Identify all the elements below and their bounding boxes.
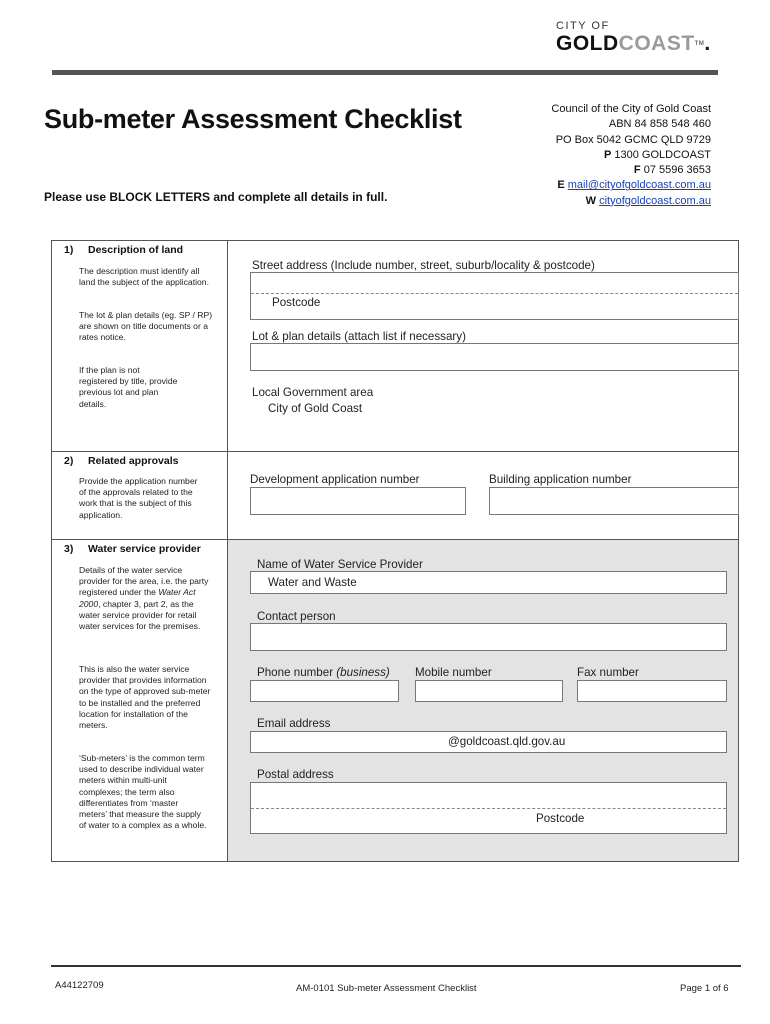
document-id: A44122709 — [55, 980, 104, 991]
phone-business-field[interactable] — [250, 680, 399, 702]
section-1-note-3: If the plan is not registered by title, provide previous lot and plan details. — [79, 365, 178, 409]
logo-coast-text: COAST — [618, 32, 695, 55]
section-1-note-2: The lot & plan details (eg. SP / RP) are shown on title documents or a rates notice. — [79, 310, 213, 343]
checklist-form — [51, 240, 739, 862]
section-3-note-2: This is also the water service provider that provides information on the type of approved sub-meter to be installed and the preferred location for installation of the meters. — [79, 664, 211, 731]
email-address-field[interactable] — [250, 731, 727, 753]
council-email: E mail@cityofgoldcoast.com.au — [557, 179, 711, 192]
council-fax: F 07 5596 3653 — [633, 164, 711, 177]
lot-plan-field[interactable] — [250, 343, 739, 371]
council-email-link[interactable]: mail@cityofgoldcoast.com.au — [567, 179, 711, 192]
instruction-text: Please use BLOCK LETTERS and complete all details in full. — [44, 190, 388, 204]
lot-plan-label: Lot & plan details (attach list if necessary) — [252, 330, 466, 343]
logo-dot: . — [704, 32, 711, 55]
section-2-heading: 2) Related approvals — [64, 455, 179, 467]
building-application-label: Building application number — [489, 473, 632, 486]
header-rule — [52, 70, 718, 75]
postal-address-field[interactable] — [250, 782, 727, 834]
council-web-link[interactable]: cityofgoldcoast.com.au — [599, 194, 711, 207]
mobile-number-field[interactable] — [415, 680, 563, 702]
section-description-of-land — [52, 241, 738, 452]
fax-number-label: Fax number — [577, 666, 639, 679]
development-application-label: Development application number — [250, 473, 420, 486]
page-number: Page 1 of 6 — [680, 983, 729, 994]
local-government-area-label: Local Government area — [252, 386, 374, 399]
street-address-label: Street address (Include number, street, suburb/locality & postcode) — [252, 259, 595, 272]
council-contact-block — [551, 102, 711, 209]
contact-person-field[interactable] — [250, 623, 727, 651]
section-3-note-1: Details of the water service provider for the area, i.e. the party registered under the Water Act 2000, chapter 3, part 2, as the water service provider for retail water services for the premises. — [79, 565, 209, 632]
water-provider-value: Water and Waste — [268, 576, 357, 589]
logo-gold-text: GOLD — [556, 32, 619, 55]
council-phone: P 1300 GOLDCOAST — [604, 148, 711, 161]
logo-tm-mark: TM — [694, 41, 705, 47]
section-3-heading: 3) Water service provider — [64, 543, 201, 555]
section-1-heading: 1) Description of land — [64, 244, 184, 256]
postcode-label: Postcode — [272, 296, 321, 309]
form-name: AM-0101 Sub-meter Assessment Checklist — [296, 983, 477, 994]
section-1-note-1: The description must identify all land the subject of the application. — [79, 266, 209, 288]
logo-wordmark — [556, 33, 716, 55]
city-of-gold-coast-logo — [556, 20, 716, 64]
building-application-field[interactable] — [489, 487, 739, 515]
postal-address-label: Postal address — [257, 768, 334, 781]
section-3-note-3: ‘Sub-meters’ is the common term used to describe individual water meters within multi-unit complexes; the term also differentiates from ‘master meters’ that measure the supply of water to a complex as a whole. — [79, 753, 207, 831]
street-address-field[interactable] — [250, 272, 739, 320]
council-name: Council of the City of Gold Coast — [551, 103, 711, 115]
council-po-box: PO Box 5042 GCMC QLD 9729 — [555, 133, 711, 146]
local-government-area-value: City of Gold Coast — [268, 402, 363, 415]
email-address-label: Email address — [257, 717, 331, 730]
mobile-number-label: Mobile number — [415, 666, 492, 679]
development-application-field[interactable] — [250, 487, 466, 515]
section-2-note: Provide the application number of the approvals related to the work that is the subject of this application. — [79, 476, 198, 520]
section-water-service-provider — [52, 540, 738, 861]
footer-rule — [51, 965, 741, 967]
email-domain-value: @goldcoast.qld.gov.au — [448, 735, 566, 748]
fax-number-field[interactable] — [577, 680, 727, 702]
phone-business-label: Phone number (business) — [257, 666, 390, 679]
page-title: Sub-meter Assessment Checklist — [44, 104, 462, 134]
council-web: W cityofgoldcoast.com.au — [585, 194, 711, 207]
postal-postcode-label: Postcode — [536, 812, 585, 825]
water-provider-label: Name of Water Service Provider — [257, 558, 423, 571]
logo-city-text: CITY OF — [556, 20, 610, 32]
section-related-approvals — [52, 452, 738, 540]
council-abn: ABN 84 858 548 460 — [608, 118, 711, 131]
water-provider-field[interactable] — [250, 571, 727, 594]
contact-person-label: Contact person — [257, 610, 336, 623]
